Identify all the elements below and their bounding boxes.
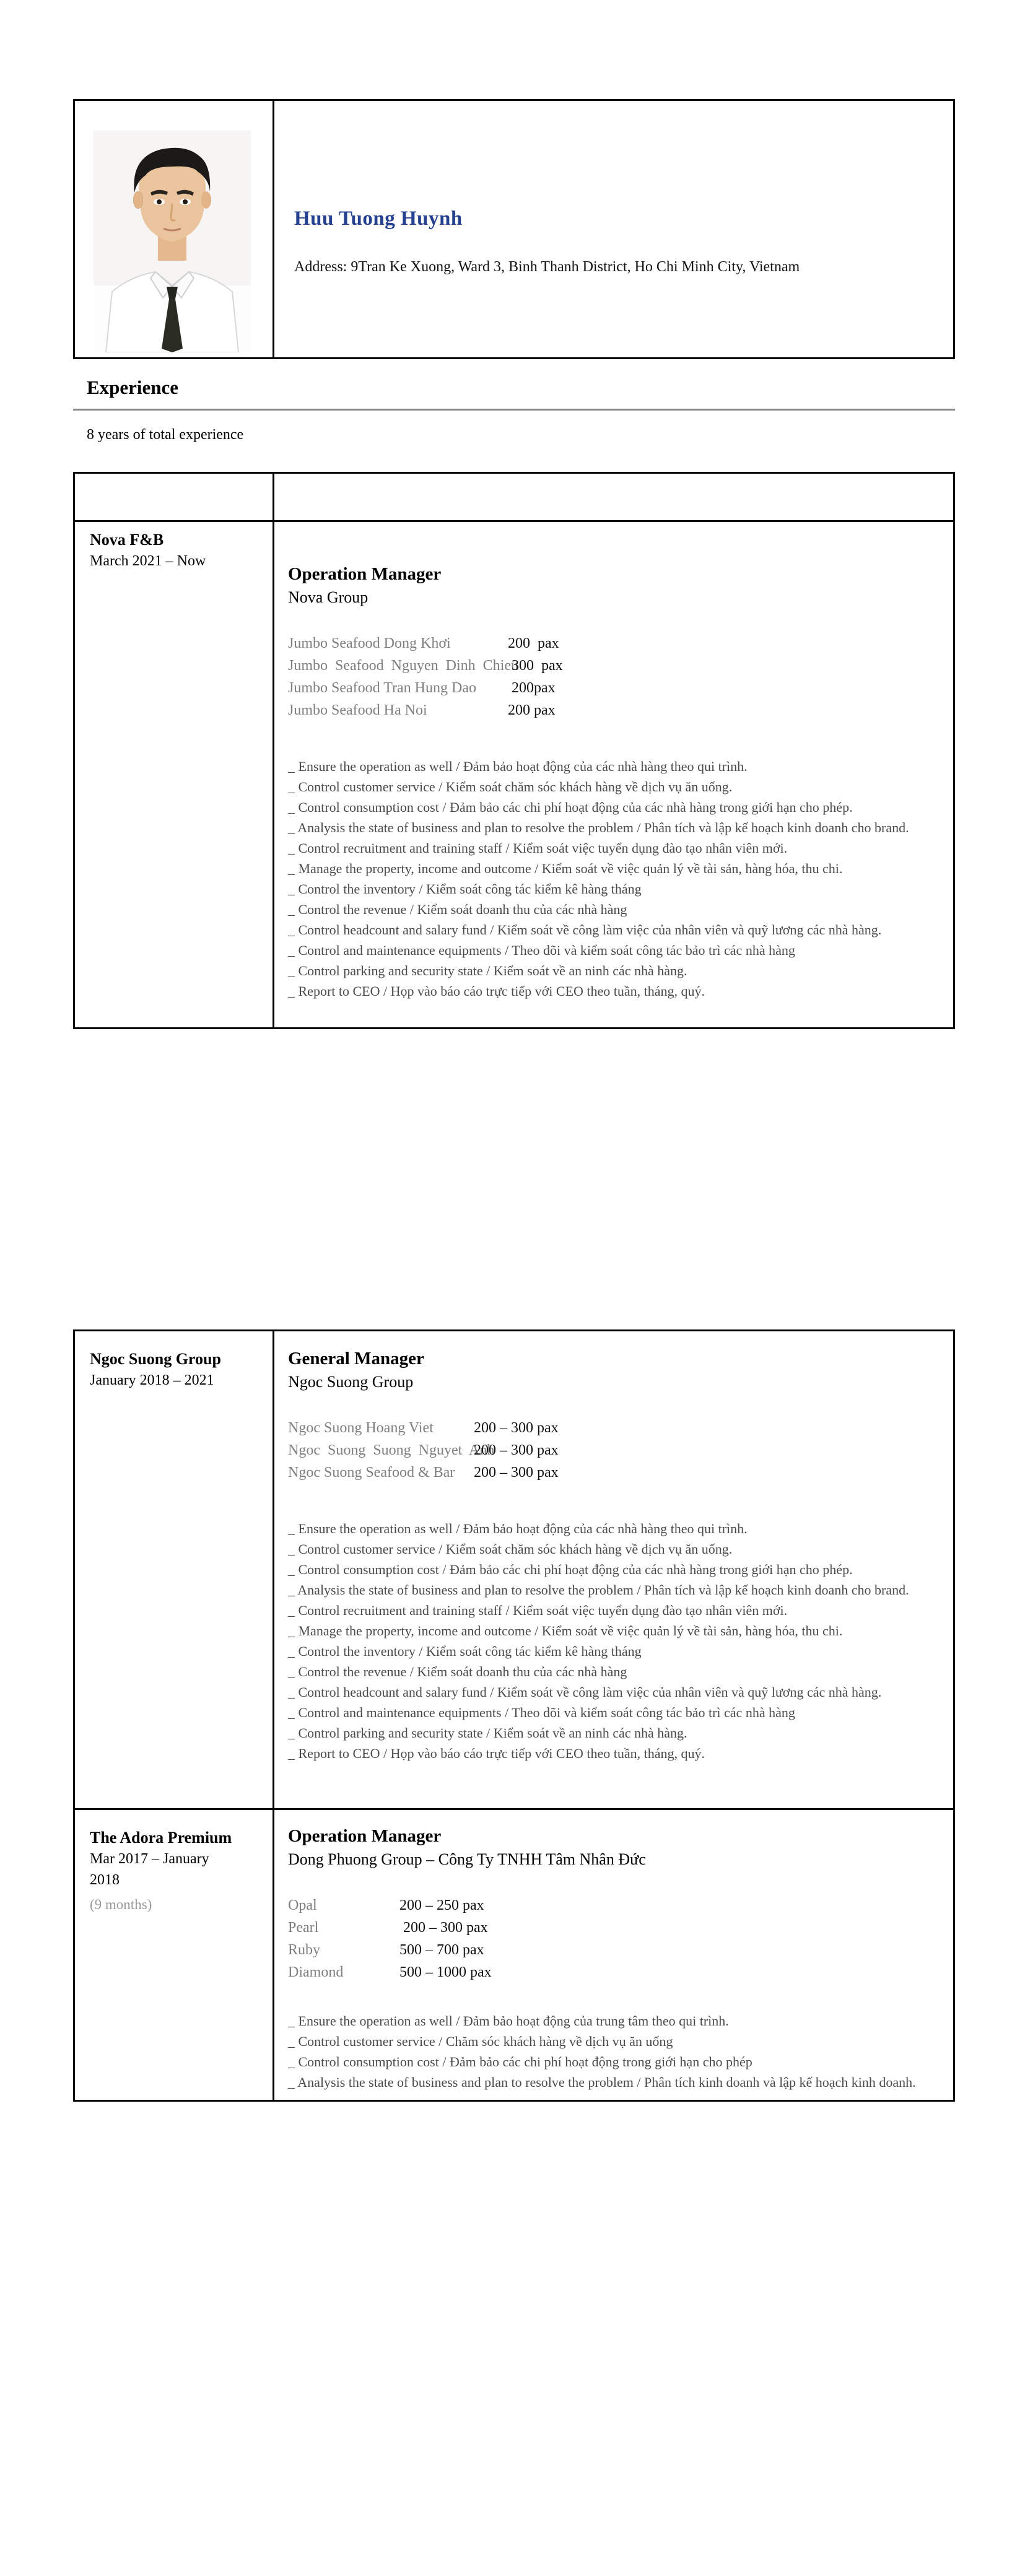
job-row-nova xyxy=(74,521,954,1029)
duty-item: _ Control consumption cost / Đảm bảo các chi phí hoạt động của các nhà hàng trong giới hạn cho phép. xyxy=(288,1562,853,1577)
venue-name: Jumbo Seafood Tran Hung Dao xyxy=(288,680,476,696)
duty-list xyxy=(288,756,944,1001)
venue-name: Jumbo Seafood Ha Noi xyxy=(288,702,427,718)
venue-name: Jumbo Seafood Nguyen Dinh Chieu xyxy=(288,658,518,674)
empty-header-cell-left xyxy=(74,473,274,521)
venue-capacity: 500 – 1000 pax xyxy=(399,1964,492,1980)
venue-capacity: 200pax xyxy=(508,680,556,696)
venue-list xyxy=(288,1894,944,1983)
experience-summary: 8 years of total experience xyxy=(87,427,244,443)
duty-list xyxy=(288,1518,944,1764)
person-address: Address: 9Tran Ke Xuong, Ward 3, Binh Thanh District, Ho Chi Minh City, Vietnam xyxy=(294,259,800,275)
venue-row xyxy=(288,632,944,655)
employment-period: March 2021 – Now xyxy=(90,553,206,569)
duty-item: _ Control the inventory / Kiểm soát công tác kiểm kê hàng tháng xyxy=(288,881,642,897)
venue-capacity: 200 – 250 pax xyxy=(399,1897,484,1913)
venue-capacity: 200 – 300 pax xyxy=(474,1442,559,1458)
duty-item: _ Manage the property, income and outcome / Kiểm soát về việc quản lý về tài sản, hàng hóa, thu chi. xyxy=(288,1623,843,1638)
venue-row xyxy=(288,1939,944,1961)
venue-capacity: 500 – 700 pax xyxy=(399,1942,484,1958)
experience-table-1 xyxy=(73,472,955,1029)
duty-item: _ Ensure the operation as well / Đảm bảo hoạt động của các nhà hàng theo qui trình. xyxy=(288,759,748,774)
header-identity-cell xyxy=(274,101,953,357)
job-meta-cell xyxy=(74,1331,274,1809)
duty-item: _ Manage the property, income and outcome / Kiểm soát về việc quản lý về tài sản, hàng hóa, thu chi. xyxy=(288,861,843,876)
duty-item: _ Control the inventory / Kiểm soát công tác kiểm kê hàng tháng xyxy=(288,1643,642,1659)
job-meta-cell xyxy=(74,521,274,1029)
header-photo-cell xyxy=(75,101,274,357)
experience-section-title: Experience xyxy=(87,376,179,398)
job-row-adora xyxy=(74,1809,954,2101)
duty-item: _ Control the revenue / Kiểm soát doanh thu của các nhà hàng xyxy=(288,902,627,917)
duty-item: _ Analysis the state of business and plan to resolve the problem / Phân tích và lập kế hoạch kinh doanh cho brand. xyxy=(288,820,909,835)
venue-name: Ngoc Suong Seafood & Bar xyxy=(288,1464,455,1481)
duty-item: _ Control parking and security state / Kiểm soát về an ninh các nhà hàng. xyxy=(288,963,687,978)
job-meta-cell xyxy=(74,1809,274,2101)
venue-row xyxy=(288,1461,944,1484)
duty-item: _ Control and maintenance equipments / Theo dõi và kiểm soát công tác bảo trì các nhà hàng xyxy=(288,1705,795,1720)
duty-item: _ Ensure the operation as well / Đảm bảo hoạt động của các nhà hàng theo qui trình. xyxy=(288,1521,748,1536)
job-detail-cell xyxy=(274,1809,954,2101)
duty-item: _ Analysis the state of business and plan to resolve the problem / Phân tích kinh doanh và lập kế hoạch kinh doanh. xyxy=(288,2074,916,2090)
duty-item: _ Control consumption cost / Đảm bảo các chi phí hoạt động của các nhà hàng trong giới hạn cho phép. xyxy=(288,799,853,815)
venue-row xyxy=(288,1439,944,1461)
duty-item: _ Control consumption cost / Đảm bảo các chi phí hoạt động trong giới hạn cho phép xyxy=(288,2054,752,2069)
duty-item: _ Control headcount and salary fund / Kiểm soát về công làm việc của nhân viên và quỹ lương các nhà hàng. xyxy=(288,1684,882,1700)
duty-item: _ Report to CEO / Họp vào báo cáo trực tiếp với CEO theo tuần, tháng, quý. xyxy=(288,1746,705,1761)
job-title: General Manager xyxy=(288,1349,424,1368)
venue-row xyxy=(288,1417,944,1439)
portrait-photo-illustration xyxy=(94,131,251,352)
empty-header-cell-right xyxy=(274,473,954,521)
venue-list xyxy=(288,632,944,721)
job-organization: Dong Phuong Group – Công Ty TNHH Tâm Nhân Đức xyxy=(288,1850,646,1868)
duty-item: _ Control headcount and salary fund / Kiểm soát về công làm việc của nhân viên và quỹ lương các nhà hàng. xyxy=(288,922,882,938)
venue-name: Opal xyxy=(288,1897,317,1913)
job-title: Operation Manager xyxy=(288,564,442,584)
venue-name: Pearl xyxy=(288,1920,319,1936)
venue-name: Diamond xyxy=(288,1964,344,1980)
job-title: Operation Manager xyxy=(288,1826,442,1846)
venue-capacity: 200 pax xyxy=(508,635,559,651)
venue-capacity: 300 pax xyxy=(508,658,563,674)
venue-list xyxy=(288,1417,944,1484)
duty-item: _ Control recruitment and training staff / Kiểm soát việc tuyển dụng đào tạo nhân viên mới. xyxy=(288,840,788,856)
duty-item: _ Report to CEO / Họp vào báo cáo trực tiếp với CEO theo tuần, tháng, quý. xyxy=(288,983,705,999)
duty-list xyxy=(288,2011,944,2092)
venue-name: Ngoc Suong Suong Nguyet Anh xyxy=(288,1442,495,1458)
job-organization: Nova Group xyxy=(288,588,369,606)
job-organization: Ngoc Suong Group xyxy=(288,1373,414,1391)
employment-duration-note: (9 months) xyxy=(90,1897,152,1912)
venue-capacity: 200 – 300 pax xyxy=(399,1920,488,1936)
venue-row xyxy=(288,1917,944,1939)
company-name: Ngoc Suong Group xyxy=(90,1350,221,1368)
duty-item: _ Control the revenue / Kiểm soát doanh thu của các nhà hàng xyxy=(288,1664,627,1679)
job-row-ngoc-suong xyxy=(74,1331,954,1809)
job-detail-cell xyxy=(274,1331,954,1809)
venue-row xyxy=(288,1894,944,1917)
duty-item: _ Control and maintenance equipments / Theo dõi và kiểm soát công tác bảo trì các nhà hàng xyxy=(288,942,795,958)
duty-item: _ Control parking and security state / Kiểm soát về an ninh các nhà hàng. xyxy=(288,1725,687,1741)
portrait-photo xyxy=(94,131,251,352)
job-detail-cell xyxy=(274,521,954,1029)
resume-document xyxy=(73,99,955,2102)
employment-period: January 2018 – 2021 xyxy=(90,1372,214,1388)
venue-capacity: 200 pax xyxy=(508,702,556,718)
venue-row xyxy=(288,699,944,721)
duty-item: _ Analysis the state of business and plan to resolve the problem / Phân tích và lập kế hoạch kinh doanh cho brand. xyxy=(288,1582,909,1598)
duty-item: _ Ensure the operation as well / Đảm bảo hoạt động của trung tâm theo qui trình. xyxy=(288,2013,729,2029)
section-divider-rule xyxy=(73,409,955,411)
company-name: The Adora Premium xyxy=(90,1829,232,1847)
person-name: Huu Tuong Huynh xyxy=(294,207,463,230)
experience-table-2 xyxy=(73,1329,955,2102)
duty-item: _ Control recruitment and training staff / Kiểm soát việc tuyển dụng đào tạo nhân viên mới. xyxy=(288,1603,788,1618)
venue-name: Jumbo Seafood Dong Khơi xyxy=(288,635,451,651)
duty-item: _ Control customer service / Kiểm soát chăm sóc khách hàng về dịch vụ ăn uống. xyxy=(288,1541,733,1557)
duty-item: _ Control customer service / Chăm sóc khách hàng về dịch vụ ăn uống xyxy=(288,2034,673,2049)
venue-name: Ngoc Suong Hoang Viet xyxy=(288,1420,434,1436)
venue-row xyxy=(288,677,944,699)
venue-capacity: 200 – 300 pax xyxy=(474,1464,559,1481)
employment-period: Mar 2017 – January 2018 xyxy=(90,1851,209,1888)
duty-item: _ Control customer service / Kiểm soát chăm sóc khách hàng về dịch vụ ăn uống. xyxy=(288,779,733,794)
venue-name: Ruby xyxy=(288,1942,321,1958)
venue-row xyxy=(288,1961,944,1983)
table-header-row-empty xyxy=(74,473,954,521)
company-name: Nova F&B xyxy=(90,531,164,549)
venue-capacity: 200 – 300 pax xyxy=(474,1420,559,1436)
venue-row xyxy=(288,655,944,677)
header-table xyxy=(73,99,955,359)
